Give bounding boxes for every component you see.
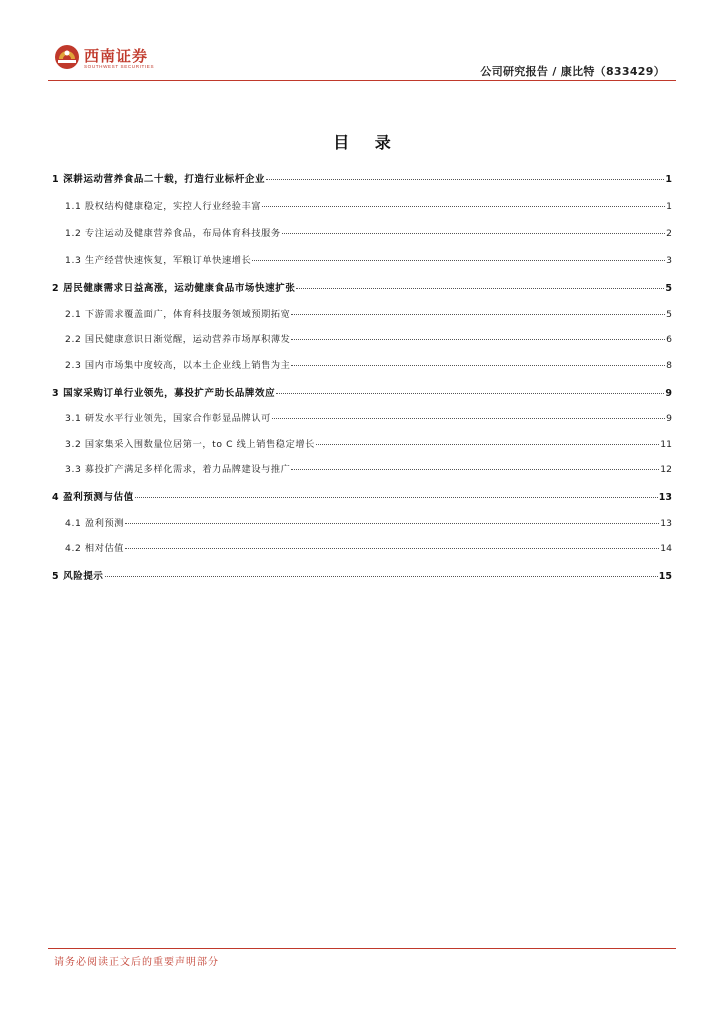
toc-leader-dots	[291, 365, 665, 366]
toc-entry[interactable]	[52, 517, 672, 530]
toc-entry-page: 5	[665, 283, 672, 294]
toc-entry[interactable]	[52, 333, 672, 346]
toc-entry-page: 14	[660, 543, 672, 554]
toc-entry-page: 6	[666, 334, 672, 345]
toc-leader-dots	[296, 288, 664, 289]
toc-entry[interactable]	[52, 463, 672, 476]
toc-entry-label: 3 国家采购订单行业领先，募投扩产助长品牌效应	[52, 388, 276, 399]
toc-leader-dots	[291, 469, 659, 470]
toc-entry[interactable]	[52, 387, 672, 400]
toc-entry[interactable]	[52, 254, 672, 267]
toc-entry[interactable]	[52, 542, 672, 555]
toc-entry[interactable]	[52, 412, 672, 425]
toc-entry-page: 13	[660, 518, 672, 529]
toc-entry[interactable]	[52, 570, 672, 583]
toc-leader-dots	[272, 418, 665, 419]
toc-entry-page: 9	[666, 413, 672, 424]
toc-entry[interactable]	[52, 491, 672, 504]
toc-entry-page: 1	[665, 174, 672, 185]
toc-entry-label: 2.2 国民健康意识日渐觉醒，运动营养市场厚积薄发	[65, 334, 291, 345]
toc-leader-dots	[282, 233, 665, 234]
toc-entry-page: 12	[660, 464, 672, 475]
page-header	[0, 0, 724, 82]
toc-entry-page: 9	[665, 388, 672, 399]
toc-entry[interactable]	[52, 173, 672, 186]
toc-entry-label: 1.2 专注运动及健康营养食品，布局体育科技服务	[65, 228, 281, 239]
toc-leader-dots	[291, 314, 665, 315]
toc-entry[interactable]	[52, 308, 672, 321]
toc-entry[interactable]	[52, 438, 672, 451]
logo-chinese-name: 西南证券	[84, 47, 149, 65]
toc-entry-page: 5	[666, 309, 672, 320]
report-title: 公司研究报告 / 康比特（833429）	[480, 65, 665, 78]
toc-leader-dots	[266, 179, 664, 180]
toc-entry-page: 3	[666, 255, 672, 266]
toc-leader-dots	[252, 260, 665, 261]
toc-entry-label: 3.2 国家集采入围数量位居第一，to C 线上销售稳定增长	[65, 439, 315, 450]
footer-divider	[48, 948, 676, 949]
toc-entry-label: 1 深耕运动营养食品二十载，打造行业标杆企业	[52, 174, 266, 185]
toc-entry-page: 8	[666, 360, 672, 371]
toc-entry-label: 2.3 国内市场集中度较高，以本土企业线上销售为主	[65, 360, 291, 371]
toc-entry[interactable]	[52, 227, 672, 240]
logo-mark-icon	[54, 44, 80, 70]
toc-entry-label: 1.3 生产经营快速恢复，军粮订单快速增长	[65, 255, 252, 266]
toc-entry[interactable]	[52, 200, 672, 213]
toc-entry-label: 2 居民健康需求日益高涨，运动健康食品市场快速扩张	[52, 283, 296, 294]
toc-entry[interactable]	[52, 282, 672, 295]
toc-entry-label: 2.1 下游需求覆盖面广，体育科技服务领域预期拓宽	[65, 309, 291, 320]
toc-leader-dots	[316, 444, 659, 445]
header-divider	[48, 80, 676, 81]
toc-entry-label: 4 盈利预测与估值	[52, 492, 134, 503]
toc-leader-dots	[125, 548, 659, 549]
toc-entry-label: 5 风险提示	[52, 571, 104, 582]
footer-disclaimer: 请务必阅读正文后的重要声明部分	[54, 957, 219, 968]
toc-entry-label: 4.2 相对估值	[65, 543, 125, 554]
logo-english-name: SOUTHWEST SECURITIES	[84, 64, 155, 69]
toc-entry-page: 11	[660, 439, 672, 450]
toc-leader-dots	[291, 339, 665, 340]
toc-leader-dots	[262, 206, 665, 207]
toc-leader-dots	[125, 523, 659, 524]
toc-leader-dots	[276, 393, 664, 394]
toc-leader-dots	[105, 576, 658, 577]
toc-entry-label: 3.3 募投扩产满足多样化需求，着力品牌建设与推广	[65, 464, 291, 475]
toc-entry-page: 2	[666, 228, 672, 239]
company-logo	[54, 44, 174, 74]
toc-entry-page: 13	[658, 492, 672, 503]
toc-entry-label: 1.1 股权结构健康稳定，实控人行业经验丰富	[65, 201, 262, 212]
toc-heading: 目 录	[333, 133, 401, 152]
toc-entry-page: 15	[658, 571, 672, 582]
toc-entry[interactable]	[52, 359, 672, 372]
toc-entry-label: 4.1 盈利预测	[65, 518, 125, 529]
toc-entry-label: 3.1 研发水平行业领先，国家合作彰显品牌认可	[65, 413, 271, 424]
toc-leader-dots	[135, 497, 658, 498]
toc-entry-page: 1	[666, 201, 672, 212]
